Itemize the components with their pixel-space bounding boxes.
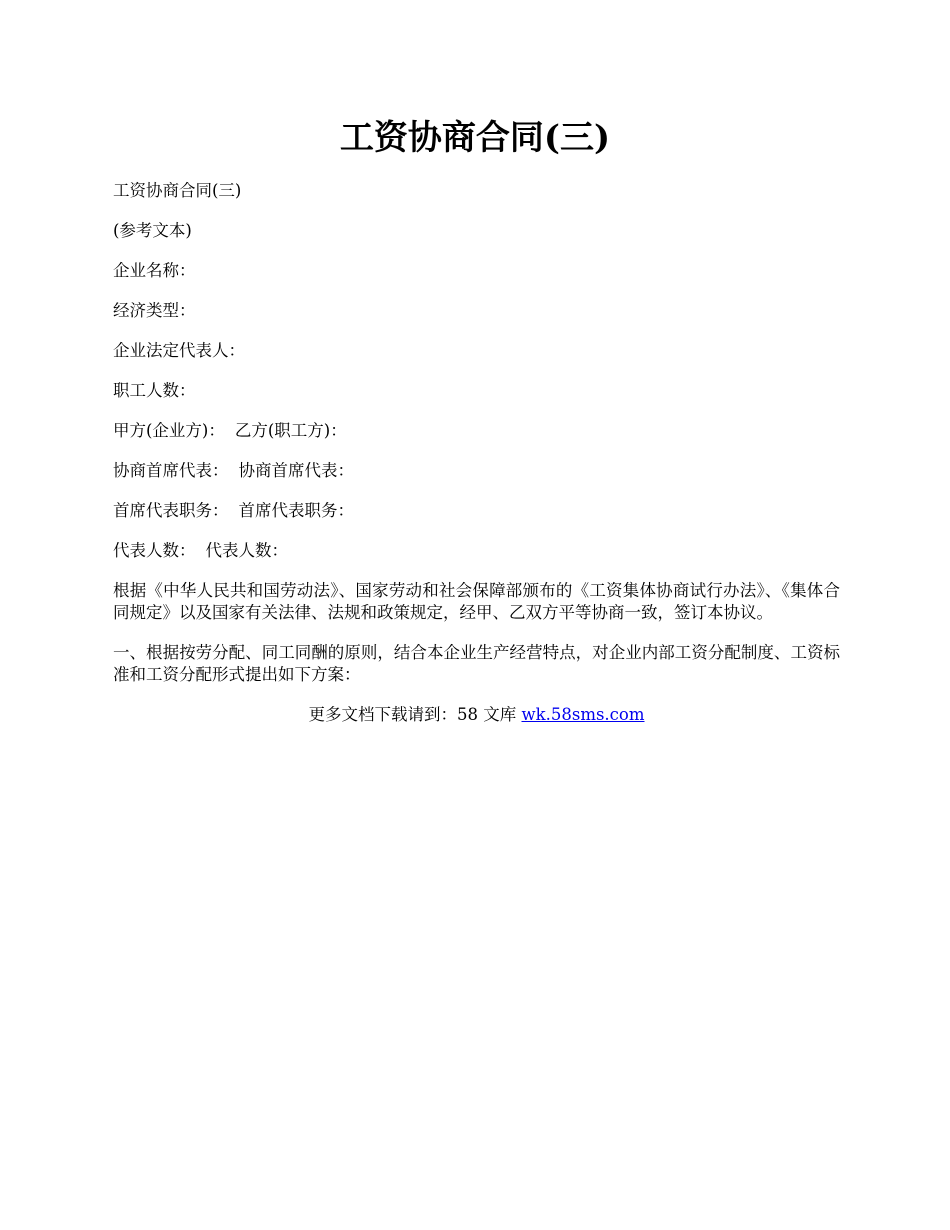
party-b-representative-position: 首席代表职务： — [238, 501, 354, 520]
economic-type-field: 经济类型： — [113, 301, 196, 320]
party-a-chief-representative: 协商首席代表： — [113, 461, 229, 480]
party-a-label: 甲方(企业方)： — [113, 421, 225, 440]
document-title: 工资协商合同(三) — [339, 118, 611, 158]
document-body — [113, 180, 840, 726]
footer-text: 更多文档下载请到：58 文库 — [308, 705, 522, 724]
employee-count-field: 职工人数： — [113, 381, 196, 400]
party-b-chief-representative: 协商首席代表： — [238, 461, 354, 480]
party-a-representative-position: 首席代表职务： — [113, 501, 229, 520]
party-b-representative-count: 代表人数： — [205, 541, 288, 560]
download-footer — [113, 704, 840, 726]
legal-basis-paragraph: 根据《中华人民共和国劳动法》、国家劳动和社会保障部颁布的《工资集体协商试行办法》、《集体合同规定》以及国家有关法律、法规和政策规定，经甲、乙双方平等协商一致，签订本协议。 — [113, 581, 840, 622]
footer-link[interactable]: wk.58sms.com — [521, 705, 645, 724]
company-name-field: 企业名称： — [113, 261, 196, 280]
representative-count-line — [113, 540, 840, 562]
party-b-label: 乙方(职工方)： — [234, 421, 347, 440]
subtitle-line: 工资协商合同(三) — [113, 181, 242, 200]
representative-position-line — [113, 500, 840, 522]
clause-one-paragraph: 一、根据按劳分配、同工同酬的原则，结合本企业生产经营特点，对企业内部工资分配制度、工资标准和工资分配形式提出如下方案： — [113, 643, 840, 684]
legal-representative-field: 企业法定代表人： — [113, 341, 245, 360]
reference-text-note: (参考文本) — [113, 221, 192, 240]
party-line — [113, 420, 840, 442]
chief-representative-line — [113, 460, 840, 482]
party-a-representative-count: 代表人数： — [113, 541, 196, 560]
